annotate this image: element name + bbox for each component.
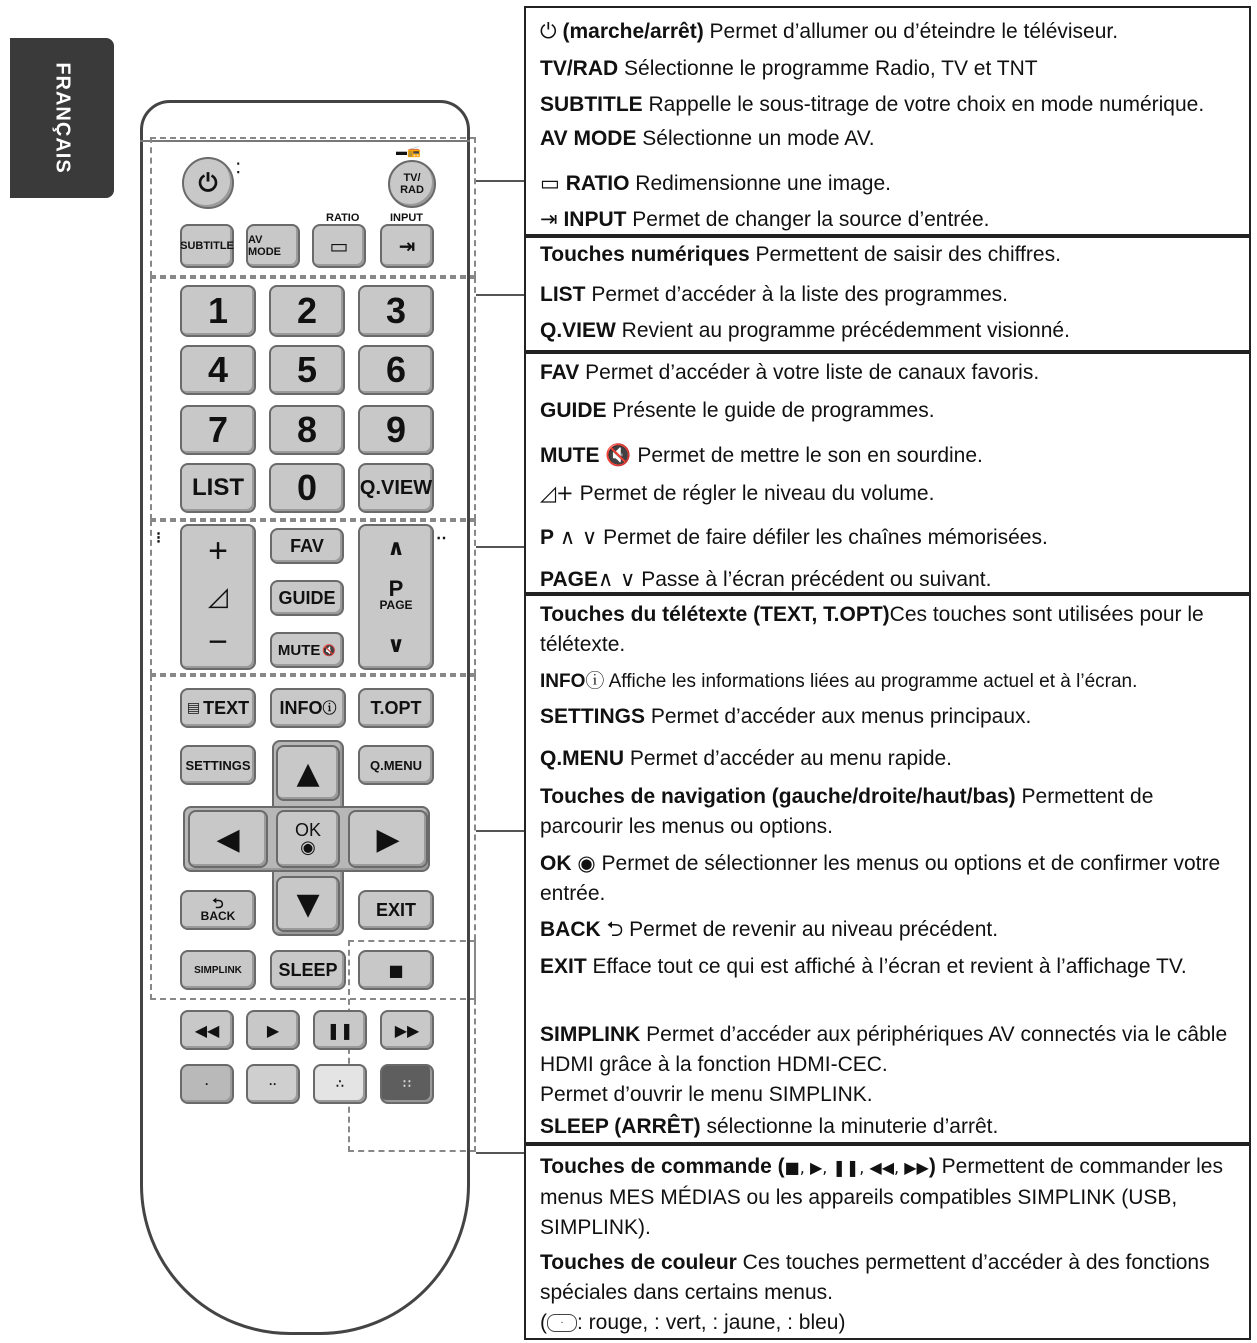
program-dots: ‥	[436, 526, 447, 543]
list-button[interactable]: LIST	[180, 463, 256, 513]
leader-line	[476, 1152, 526, 1154]
info-label: INFO	[279, 697, 323, 718]
digit-2-button[interactable]: 2	[269, 285, 345, 337]
leader-line	[476, 830, 526, 832]
program-label	[379, 576, 413, 613]
desc-avmode: AV MODE Sélectionne un mode AV.	[540, 127, 875, 150]
settings-button[interactable]: SETTINGS	[180, 745, 256, 785]
guide-button[interactable]: GUIDE	[270, 580, 344, 616]
fast-forward-icon: ▶▶	[394, 1020, 420, 1040]
power-button[interactable]	[182, 157, 234, 209]
desc-input: ⇥ INPUT Permet de changer la source d’entrée.	[540, 207, 990, 231]
section-numeric	[524, 236, 1251, 352]
desc-teletext: Touches du télétexte (TEXT, T.OPT)Ces touches sont utilisées pour le télétexte.	[540, 603, 1204, 656]
input-icon: ⇥	[398, 234, 416, 258]
desc-back: BACK ⮌ Permet de revenir au niveau précédent.	[540, 917, 999, 941]
info-icon: ⓘ	[585, 670, 605, 692]
pause-icon: ❚❚	[326, 1020, 354, 1040]
info-icon: ⓘ	[322, 701, 337, 717]
triangle-left-icon: ◀	[216, 821, 240, 857]
p-label: P	[388, 576, 404, 601]
right-arrow-button[interactable]	[348, 810, 428, 868]
text-button[interactable]	[180, 688, 256, 728]
input-button[interactable]	[380, 224, 434, 268]
desc-settings: SETTINGS Permet d’accéder aux menus principaux.	[540, 705, 1032, 728]
digit-6-button[interactable]: 6	[358, 345, 434, 395]
digit-1-button[interactable]: 1	[180, 285, 256, 337]
section-top	[524, 6, 1251, 236]
qmenu-button[interactable]: Q.MENU	[358, 745, 434, 785]
red-key-icon: ·	[547, 1314, 577, 1332]
desc-control: Touches de commande (■, ▶, ❚❚, ◀◀, ▶▶) Permettent de commander les menus MES MÉDIAS ou les appareils compatibles SIMPLINK (USB, SIMPLINK).	[540, 1155, 1223, 1239]
ok-button[interactable]	[276, 810, 340, 868]
desc-power: ⏻ (marche/arrêt) Permet d’allumer ou d’éteindre le téléviseur.	[540, 19, 1119, 43]
desc-program: P ∧ ∨ Permet de faire défiler les chaînes mémorisées.	[540, 525, 1048, 549]
language-tab	[10, 38, 114, 198]
simplink-button[interactable]: SIMPLINK	[180, 950, 256, 990]
yellow-button[interactable]: ∴	[313, 1064, 367, 1104]
input-icon: ⇥	[540, 207, 558, 231]
desc-color: Touches de couleur Ces touches permettent d’accéder à des fonctions spéciales dans certains menus. ( · : rouge, : vert, : jaune, : bleu)	[540, 1251, 1210, 1334]
digit-0-button[interactable]: 0	[269, 463, 345, 513]
up-arrow-button[interactable]	[276, 745, 340, 801]
desc-ratio: ▭ RATIO Redimensionne une image.	[540, 171, 891, 195]
language-label: FRANÇAIS	[51, 62, 74, 174]
exit-button[interactable]: EXIT	[358, 890, 434, 930]
digit-3-button[interactable]: 3	[358, 285, 434, 337]
power-icon: ⏻	[198, 169, 218, 197]
volume-dots: ⁝	[156, 530, 162, 547]
digit-7-button[interactable]: 7	[180, 405, 256, 455]
fav-button[interactable]: FAV	[270, 528, 344, 564]
ok-icon: ◉	[300, 837, 316, 858]
desc-exit: EXIT Efface tout ce qui est affiché à l’écran et revient à l’affichage TV.	[540, 955, 1187, 978]
rewind-button[interactable]	[180, 1010, 234, 1050]
volume-down-icon: −	[208, 623, 228, 662]
play-icon: ▶	[266, 1020, 280, 1040]
program-rocker[interactable]	[358, 524, 434, 670]
desc-subtitle: SUBTITLE Rappelle le sous-titrage de votre choix en mode numérique.	[540, 93, 1205, 116]
ratio-button[interactable]	[312, 224, 366, 268]
play-button[interactable]	[246, 1010, 300, 1050]
text-icon: ▤	[186, 700, 201, 716]
digit-4-button[interactable]: 4	[180, 345, 256, 395]
info-button[interactable]	[270, 688, 346, 728]
subtitle-button[interactable]: SUBTITLE	[180, 224, 234, 268]
desc-list: LIST Permet d’accéder à la liste des programmes.	[540, 283, 1009, 306]
mute-button[interactable]	[270, 632, 344, 668]
back-icon: ⮌	[212, 896, 224, 912]
topt-button[interactable]: T.OPT	[358, 688, 434, 728]
blue-button[interactable]: ∷	[380, 1064, 434, 1104]
ok-label: OK	[294, 820, 321, 840]
desc-guide: GUIDE Présente le guide de programmes.	[540, 399, 935, 422]
chevron-up-down-icon: ∧ ∨	[597, 567, 636, 591]
ratio-icon: ▭	[540, 171, 560, 195]
rewind-icon: ◀◀	[194, 1020, 220, 1040]
volume-icon: ◿	[208, 581, 228, 612]
desc-volume: ◿+ Permet de régler le niveau du volume.	[540, 481, 935, 505]
mute-label: MUTE	[277, 641, 321, 659]
section-volume	[524, 352, 1251, 594]
desc-nav: Touches de navigation (gauche/droite/haut/bas) Permettent de parcourir les menus ou options.	[540, 785, 1154, 838]
desc-mute: MUTE 🔇 Permet de mettre le son en sourdine.	[540, 443, 983, 467]
description-panel	[524, 0, 1257, 1343]
left-arrow-button[interactable]	[188, 810, 268, 868]
digit-5-button[interactable]: 5	[269, 345, 345, 395]
triangle-down-icon: ▼	[296, 886, 320, 922]
leader-line	[476, 180, 526, 182]
digit-8-button[interactable]: 8	[269, 405, 345, 455]
down-arrow-button[interactable]	[276, 876, 340, 932]
sleep-button[interactable]: SLEEP	[270, 950, 346, 990]
mute-icon: 🔇	[605, 443, 632, 467]
section-navigation	[524, 594, 1251, 1144]
section-control	[524, 1144, 1251, 1340]
page-label: PAGE	[379, 598, 413, 612]
mute-icon: 🔇	[322, 643, 337, 657]
chevron-up-down-icon: ∧ ∨	[559, 525, 598, 549]
desc-info: INFOⓘ Affiche les informations liées au programme actuel et à l’écran.	[540, 670, 1138, 692]
back-icon: ⮌	[606, 917, 624, 941]
ok-icon: ◉	[577, 851, 596, 875]
chevron-down-icon: ∨	[387, 633, 405, 658]
desc-ok: OK ◉ Permet de sélectionner les menus ou options et de confirmer votre entrée.	[540, 851, 1221, 905]
input-label: INPUT	[390, 212, 423, 224]
red-button[interactable]: ·	[180, 1064, 234, 1104]
chevron-up-icon: ∧	[387, 536, 405, 561]
qview-button[interactable]: Q.VIEW	[358, 463, 434, 513]
green-button[interactable]: ··	[246, 1064, 300, 1104]
triangle-right-icon: ▶	[376, 821, 400, 857]
tvrad-button[interactable]: TV/ RAD	[388, 160, 436, 208]
power-dots: ⁚	[236, 160, 241, 176]
stop-button[interactable]	[358, 950, 434, 990]
volume-icon: ◿+	[540, 481, 574, 505]
ratio-label: RATIO	[326, 212, 360, 224]
volume-rocker[interactable]	[180, 524, 256, 670]
leader-line	[476, 294, 526, 296]
tvrad-icon: ▬📻	[396, 146, 421, 158]
desc-numeric: Touches numériques Permettent de saisir des chiffres.	[540, 243, 1061, 266]
desc-page: PAGE∧ ∨ Passe à l’écran précédent ou suivant.	[540, 567, 992, 591]
avmode-button[interactable]: AV MODE	[246, 224, 300, 268]
desc-fav: FAV Permet d’accéder à votre liste de canaux favoris.	[540, 361, 1040, 384]
leader-line	[476, 546, 526, 548]
digit-9-button[interactable]: 9	[358, 405, 434, 455]
stop-icon: ■	[388, 960, 404, 980]
power-icon: ⏻	[540, 19, 557, 43]
pause-button[interactable]	[313, 1010, 367, 1050]
text-label: TEXT	[203, 697, 250, 718]
back-button[interactable]	[180, 890, 256, 930]
remote-top-edge	[140, 100, 470, 142]
desc-tvrad: TV/RAD Sélectionne le programme Radio, TV et TNT	[540, 57, 1038, 80]
ratio-icon: ▭	[329, 234, 349, 258]
triangle-up-icon: ▲	[296, 755, 320, 791]
transport-icons: ■, ▶, ❚❚, ◀◀, ▶▶	[784, 1158, 929, 1177]
fast-forward-button[interactable]	[380, 1010, 434, 1050]
desc-simplink: SIMPLINK Permet d’accéder aux périphériques AV connectés via le câble HDMI grâce à la fonction HDMI-CEC. Permet d’ouvrir le menu SIMPLINK.	[540, 1023, 1228, 1106]
volume-up-icon: +	[208, 531, 228, 570]
desc-qview: Q.VIEW Revient au programme précédemment visionné.	[540, 319, 1070, 342]
desc-sleep: SLEEP (ARRÊT) sélectionne la minuterie d’arrêt.	[540, 1115, 999, 1138]
desc-qmenu: Q.MENU Permet d’accéder au menu rapide.	[540, 747, 953, 770]
back-label: BACK	[200, 909, 236, 923]
